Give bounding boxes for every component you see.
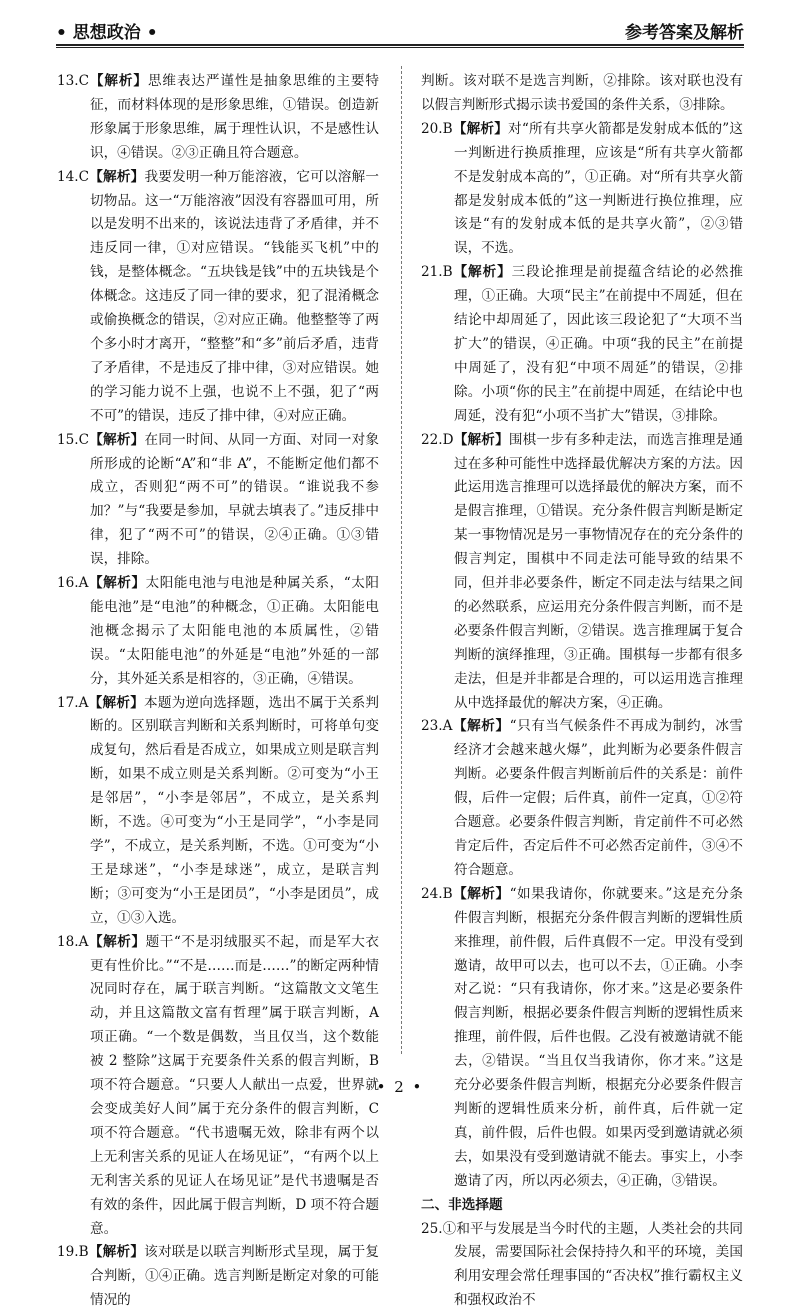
answer-item <box>421 715 743 882</box>
answer-text: “如果我请你，你就要来。”这是充分条件假言判断，根据充分条件假言判断的逻辑性质来推理，前件假，后件真假不一定。甲没有受到邀请，故甲可以去，也可以不去，①正确。小李对乙说：“只有我请你，你才来。”这是必要条件假言判断，根据必要条件假言判断的逻辑性质来推理，前件假，后件也假。乙没有被邀请就不能去，②错误。“当且仅当我请你，你才来。”这是充分必要条件假言判断，根据充分必要条件假言判断的逻辑性质来分析，前件真，后件就一定真，前件假，后件也假。如果丙受到邀请就必须去，如果没有受到邀请就不能去。事实上，小李邀请了丙，所以丙必须去，④正确，③错误。 <box>454 886 743 1189</box>
page-header <box>56 14 744 46</box>
answer-text: 对“所有共享火箭都是发射成本低的”这一判断进行换质推理，应该是“所有共享火箭都不是发射成本高的”，①正确。对“所有共享火箭都是发射成本低的”这一判断进行换位推理，应该是“有的发射成本低的是共享火箭”，②③错误，不选。 <box>454 121 743 257</box>
answer-text: ①和平与发展是当今时代的主题，人类社会的共同发展，需要国际社会保持持久和平的环境，美国利用安理会常任理事国的“否决权”推行霸权主义和强权政治不 <box>443 1221 743 1309</box>
section-title: 参考答案及解析 <box>625 18 744 43</box>
analysis-tag: 【解析】 <box>453 121 508 137</box>
analysis-tag: 【解析】 <box>89 1244 145 1260</box>
column-divider <box>401 66 402 1054</box>
answer-text: 该对联是以联言判断形式呈现，属于复合判断，①④正确。选言判断是断定对象的可能情况的 <box>90 1244 379 1308</box>
section-heading: 二、非选择题 <box>421 1194 743 1218</box>
answer-number: 19.B <box>57 1244 89 1260</box>
analysis-tag: 【解析】 <box>88 575 145 591</box>
header-rule <box>56 47 744 48</box>
answer-text: 思维表达严谨性是抽象思维的主要特征，而材料体现的是形象思维，①错误。创造新形象属于形象思维，属于理性认识，不是感性认识，④错误。②③正确且符合题意。 <box>90 73 379 161</box>
answer-number: 17.A <box>57 695 88 711</box>
answer-item-25 <box>421 1218 743 1313</box>
answer-item <box>57 1241 379 1313</box>
answer-number: 22.D <box>421 432 454 448</box>
answer-item <box>421 429 743 716</box>
answer-item <box>57 70 379 166</box>
answer-text: 我要发明一种万能溶液，它可以溶解一切物品。这一“万能溶液”因没有容器皿可用，所以是发明不出来的，该说法违背了矛盾律，并不违反同一律，①对应错误。“钱能买飞机”中的钱，是整体概念。“五块钱是钱”中的五块钱是个体概念。这违反了同一律的要求，犯了混淆概念或偷换概念的错误，②对应正确。他整整等了两个多小时才离开，“整整”和“多”前后矛盾，违背了矛盾律，不是违反了排中律，③对应错误。她的学习能力说不上强，也说不上不强，犯了“两不可”的错误，违反了排中律，④对应正确。 <box>90 169 379 424</box>
analysis-tag: 【解析】 <box>89 169 144 185</box>
left-column <box>57 70 379 1060</box>
answer-number: 23.A <box>421 718 452 734</box>
analysis-tag: 【解析】 <box>88 934 145 950</box>
analysis-tag: 【解析】 <box>453 886 510 902</box>
answer-item <box>421 118 743 261</box>
analysis-tag: 【解析】 <box>452 718 509 734</box>
analysis-tag: 【解析】 <box>89 73 148 89</box>
subject-title: • 思想政治 • <box>56 18 158 43</box>
analysis-tag: 【解析】 <box>453 264 512 280</box>
answer-number: 21.B <box>421 264 453 280</box>
answer-item <box>421 261 743 428</box>
analysis-tag: 【解析】 <box>88 695 144 711</box>
answer-text: “只有当气候条件不再成为制约，冰雪经济才会越来越火爆”，此判断为必要条件假言判断。必要条件假言判断前后件的关系是：前件假，后件一定假；后件真，前件一定真，①②符合题意。必要条件假言判断，肯定前件不可必然肯定后件，否定后件不可必然否定前件，③④不符合题意。 <box>454 718 743 877</box>
answer-number: 16.A <box>57 575 88 591</box>
answer-text: 太阳能电池与电池是种属关系，“太阳能电池”是“电池”的种概念，①正确。太阳能电池概念揭示了太阳能电池的本质属性，②错误。“太阳能电池”的外延是“电池”外延的一部分，其外延关系是相容的，③正确，④错误。 <box>90 575 379 687</box>
answer-number: 13.C <box>57 73 89 89</box>
answer-number: 24.B <box>421 886 453 902</box>
right-column <box>421 70 743 1060</box>
answer-number: 25. <box>421 1221 443 1237</box>
answer-item <box>421 883 743 1194</box>
answer-text: 题干“不是羽绒服买不起，而是军大衣更有性价比。”“不是……而是……”的断定两种情况同时存在，属于联言判断。“这篇散文文笔生动，并且这篇散文富有哲理”属于联言判断，A 项正确。“一个数是偶数，当且仅当，这个数能被 2 整除”这属于充要条件关系的假言判断，B 项不符合题意。“只要人人献出一点爱，世界就会变成美好人间”属于充分条件的假言判断，C 项不符合题意。“代书遗嘱无效，除非有两个以上无利害关系的见证人在场见证”，“有两个以上无利害关系的见证人在场见证”是代书遗嘱是否有效的条件，因此属于假言判断，D 项不符合题意。 <box>90 934 379 1237</box>
answer-number: 18.A <box>57 934 88 950</box>
answer-item <box>57 692 379 931</box>
answer-text: 在同一时间、从同一方面、对同一对象所形成的论断“A”和“非 A”，不能断定他们都不成立，否则犯“两不可”的错误。“谁说我不参加？”与“我要是参加，早就去填表了。”违反排中律，犯了“两不可”的错误，②④正确。①③错误，排除。 <box>90 432 379 568</box>
page-number: • 2 • <box>0 1078 800 1096</box>
answer-item <box>57 429 379 572</box>
answer-item <box>57 572 379 692</box>
answer-number: 20.B <box>421 121 453 137</box>
answer-item <box>57 166 379 429</box>
answer-text: 围棋一步有多种走法，而选言推理是通过在多种可能性中选择最优解决方案的方法。因此运用选言推理可以选择最优的解决方案，而不是假言推理，①错误。充分条件假言判断是断定某一事物情况是另一事物情况存在的充分条件的假言判定，围棋中不同走法可能导致的结果不同，但并非必要条件，断定不同走法与结果之间的必然联系，应运用充分条件假言判断，而不是必要条件假言判断，②错误。选言推理属于复合判断的演绎推理，③正确。围棋每一步都有很多走法，但是并非都是合理的，可以运用选言推理从中选择最优的解决方案，④正确。 <box>454 432 743 711</box>
answer-text: 三段论推理是前提蕴含结论的必然推理，①正确。大项“民主”在前提中不周延，但在结论中却周延了，因此该三段论犯了“大项不当扩大”的错误，④正确。中项“我的民主”在前提中周延了，没有犯“中项不周延”的错误，②排除。小项“你的民主”在前提中周延，在结论中也周延，没有犯“小项不当扩大”错误，③排除。 <box>454 264 743 423</box>
analysis-tag: 【解析】 <box>454 432 509 448</box>
continued-text: 判断。该对联不是选言判断，②排除。该对联也没有以假言判断形式揭示读书爱国的条件关系，③排除。 <box>421 70 743 118</box>
answer-text: 本题为逆向选择题，选出不属于关系判断的。区别联言判断和关系判断时，可将单句变成复句，然后看是否成立，如果成立则是联言判断，如果不成立则是关系判断。②可变为“小王是邻居”，“小李是邻居”，不成立，是关系判断，不选。④可变为“小王是同学”，“小李是同学”，不成立，是关系判断，不选。①可变为“小王是球迷”，“小李是球迷”，成立，是联言判断；③可变为“小王是团员”，“小李是团员”，成立，①③入选。 <box>90 695 379 926</box>
analysis-tag: 【解析】 <box>89 432 144 448</box>
answer-number: 14.C <box>57 169 89 185</box>
answer-number: 15.C <box>57 432 89 448</box>
